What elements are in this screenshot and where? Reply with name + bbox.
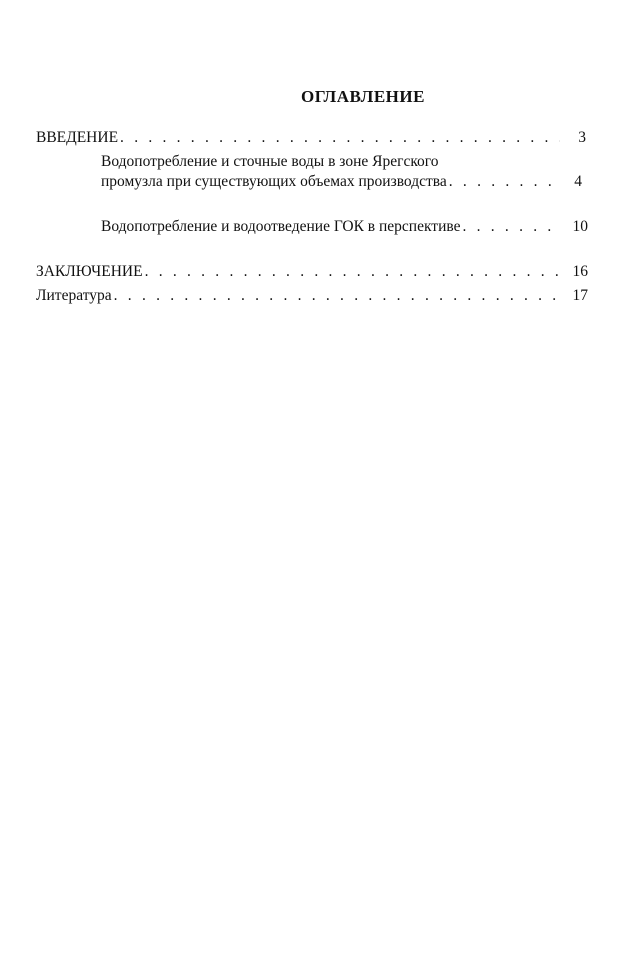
toc-entry-label: Водопотребление и водоотведение ГОК в перспективе (101, 218, 461, 235)
toc-title: ОГЛАВЛЕНИЕ (301, 87, 425, 106)
toc-entry-label: промузла при существующих объемах производства (101, 173, 447, 190)
toc-entry-introduction (36, 128, 586, 148)
toc-entry-page: 10 (572, 218, 588, 235)
toc-leader-dots (114, 286, 562, 306)
toc-leader-dots (120, 128, 560, 148)
toc-entry-label: ЗАКЛЮЧЕНИЕ (36, 263, 143, 280)
toc-entry-page: 3 (578, 129, 586, 146)
toc-entry-water-consumption-future (101, 217, 588, 237)
toc-entry-conclusion (36, 262, 588, 282)
toc-entry-page: 4 (574, 173, 582, 190)
toc-entry-water-consumption-current (101, 152, 582, 192)
toc-leader-dots (462, 217, 562, 237)
toc-leader-dots (449, 172, 556, 192)
toc-entry-literature (36, 286, 588, 306)
toc-entry-label: Литература (36, 287, 112, 304)
toc-entry-label: ВВЕДЕНИЕ (36, 129, 119, 146)
toc-entry-label-line1: Водопотребление и сточные воды в зоне Ярегского (101, 153, 439, 170)
toc-entry-page: 16 (572, 263, 588, 280)
toc-leader-dots (145, 262, 562, 282)
toc-entry-page: 17 (572, 287, 588, 304)
